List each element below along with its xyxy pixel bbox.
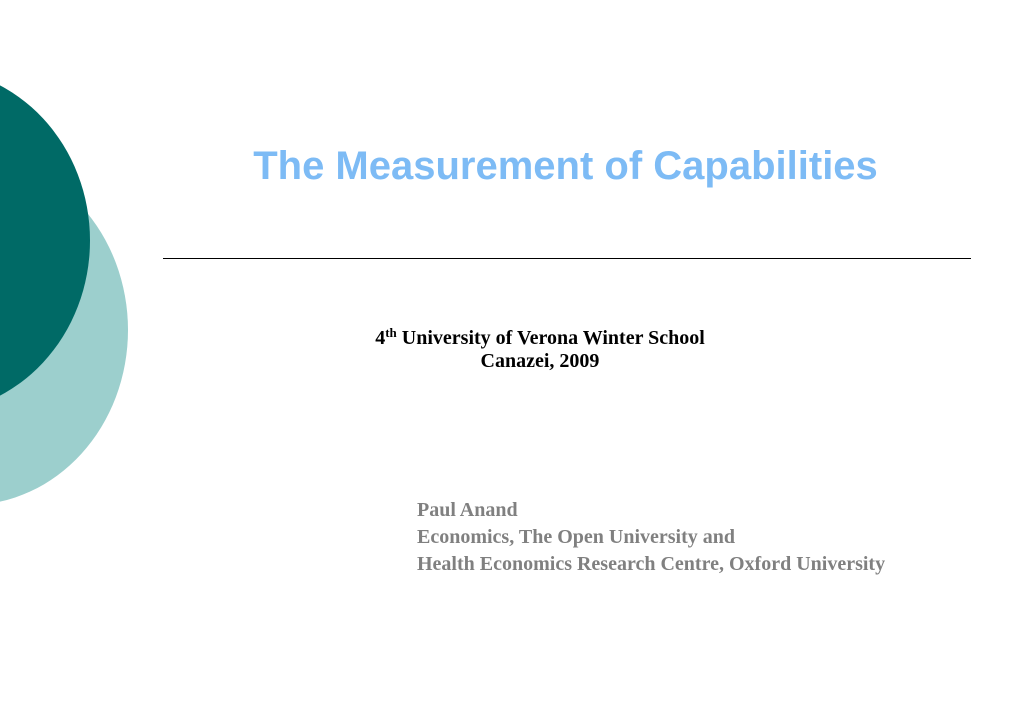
title-divider [163,258,971,259]
author-affiliation-1: Economics, The Open University and [417,526,735,548]
event-ordinal-suffix: th [385,325,397,340]
author-name: Paul Anand [417,499,518,521]
event-ordinal-number: 4 [375,327,386,349]
event-name: University of Verona Winter School [396,327,705,349]
event-info [240,327,840,373]
author-affiliation-2: Health Economics Research Centre, Oxford University [417,553,886,575]
event-line-2: Canazei, 2009 [480,350,600,372]
slide-title: The Measurement of Capabilities [253,144,878,188]
event-line-1 [240,327,840,350]
author-block [417,497,1007,578]
